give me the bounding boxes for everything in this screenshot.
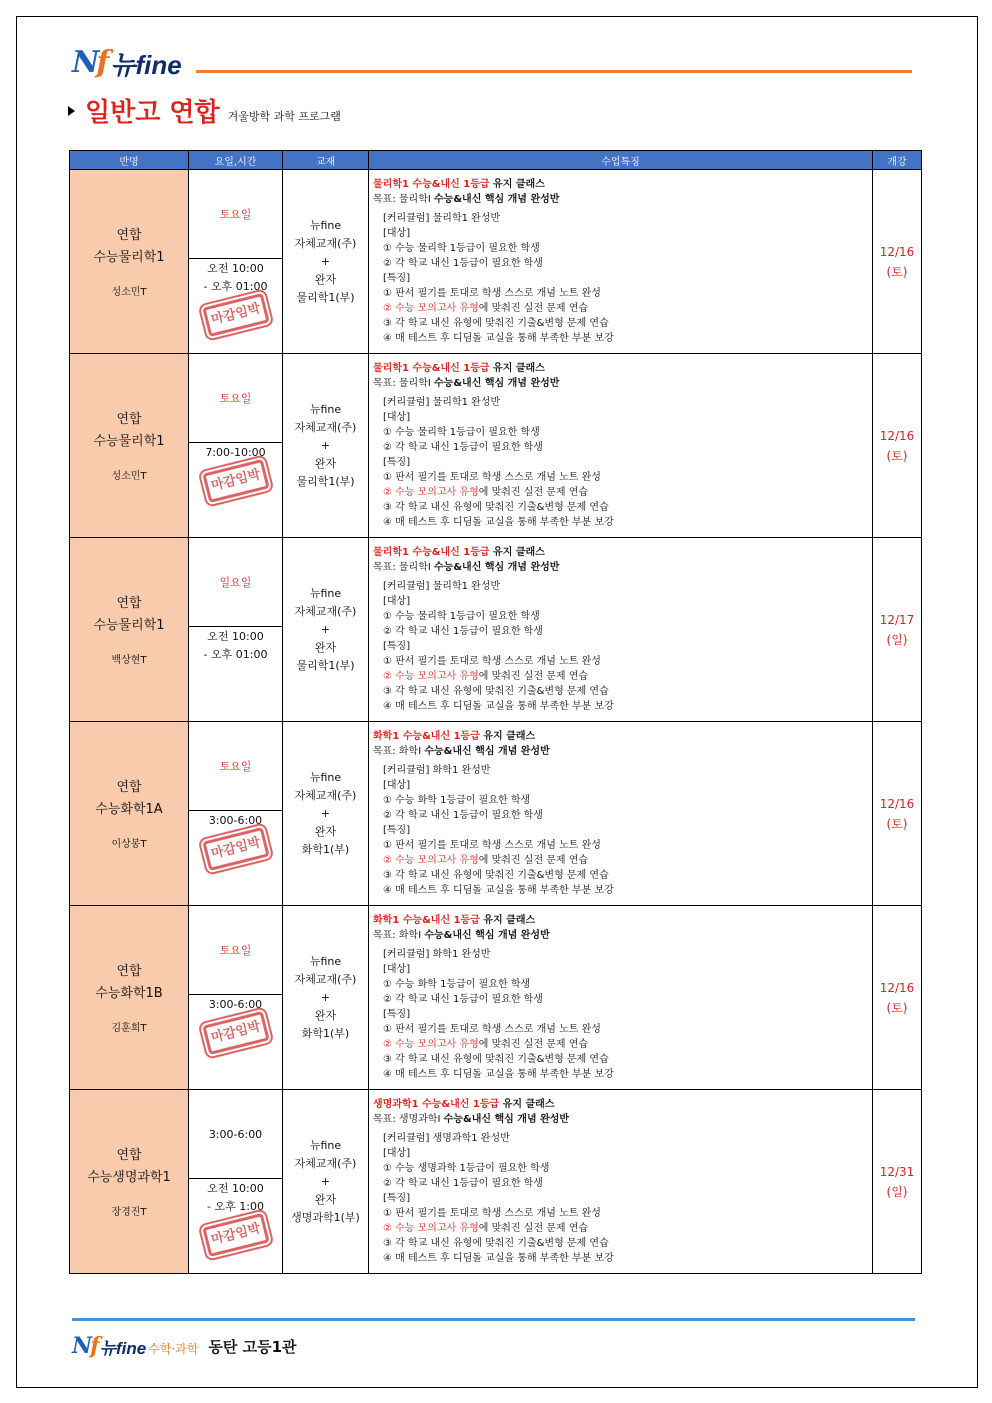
logo-name: 뉴fine [110, 50, 182, 80]
feature-label: [특징] [383, 273, 411, 284]
target-label: [대상] [383, 964, 411, 975]
target-item: ① 수능 물리학 1등급이 필요한 학생 [383, 243, 540, 254]
book-line2: 자체교재(주) [294, 420, 357, 434]
feature-item: ① 판서 필기를 토대로 학생 스스로 개념 노트 완성 [383, 1024, 601, 1035]
feature-item: ② 수능 모의고사 유형에 맞춰진 실전 문제 연습 [383, 303, 589, 314]
class-cell [70, 538, 189, 722]
feature-cell [369, 722, 873, 906]
feature-item: ① 판서 필기를 토대로 학생 스스로 개념 노트 완성 [383, 288, 601, 299]
open-day: (토) [886, 264, 908, 279]
target-item: ② 각 학교 내신 1등급이 필요한 학생 [383, 258, 543, 269]
book-plus: + [320, 990, 331, 1004]
triangle-bullet-icon [68, 106, 75, 116]
feature-item: ④ 매 테스트 후 디딤돌 교실을 통해 부족한 부분 보강 [383, 517, 614, 528]
feature-item: ② 수능 모의고사 유형에 맞춰진 실전 문제 연습 [383, 855, 589, 866]
open-cell [873, 538, 922, 722]
feature-cell [369, 354, 873, 538]
feature-label: [특징] [383, 457, 411, 468]
time-end: - 오후 1:00 [207, 1200, 264, 1213]
curriculum: [커리큘럼] 물리학1 완성반 [383, 213, 501, 224]
feature-item: ① 판서 필기를 토대로 학생 스스로 개념 노트 완성 [383, 472, 601, 483]
footer-divider [72, 1318, 915, 1321]
logo-mark: Nf [72, 45, 107, 80]
closing-soon-stamp: 마감임박 [202, 293, 269, 337]
book-line1: 뉴fine [309, 1138, 342, 1152]
class-goal: 목표: 물리학Ⅰ 수능&내신 핵심 개념 완성반 [373, 378, 560, 389]
book-line2: 자체교재(주) [294, 604, 357, 618]
closing-soon-stamp: 마감임박 [202, 459, 269, 503]
footer-name: 뉴fine [99, 1339, 147, 1358]
page-title [68, 100, 341, 126]
class-cell [70, 354, 189, 538]
target-item: ② 각 학교 내신 1등급이 필요한 학생 [383, 442, 543, 453]
feature-item: ④ 매 테스트 후 디딤돌 교실을 통해 부족한 부분 보강 [383, 885, 614, 896]
book-line1: 뉴fine [309, 402, 342, 416]
class-name: 수능생명과학1 [87, 1170, 171, 1185]
book-line2: 자체교재(주) [294, 236, 357, 250]
time-start: 7:00-10:00 [205, 446, 266, 459]
book-line4: 완자 [314, 1008, 337, 1022]
target-item: ① 수능 화학 1등급이 필요한 학생 [383, 979, 531, 990]
class-line1: 연합 [116, 964, 142, 979]
feature-item: ③ 각 학교 내신 유형에 맞춰진 기출&변형 문제 연습 [383, 1054, 609, 1065]
book-cell [283, 906, 369, 1090]
feature-label: [특징] [383, 825, 411, 836]
target-item: ② 각 학교 내신 1등급이 필요한 학생 [383, 994, 543, 1005]
class-headline: 화학1 수능&내신 1등급 유지 클래스 [373, 915, 536, 926]
class-headline: 물리학1 수능&내신 1등급 유지 클래스 [373, 547, 545, 558]
time-end: - 오후 01:00 [203, 648, 268, 661]
feature-item: ① 판서 필기를 토대로 학생 스스로 개념 노트 완성 [383, 840, 601, 851]
book-line5: 화학1(부) [301, 1026, 350, 1040]
book-line4: 완자 [314, 824, 337, 838]
feature-item: ③ 각 학교 내신 유형에 맞춰진 기출&변형 문제 연습 [383, 686, 609, 697]
curriculum: [커리큘럼] 물리학1 완성반 [383, 581, 501, 592]
feature-item: ① 판서 필기를 토대로 학생 스스로 개념 노트 완성 [383, 1208, 601, 1219]
open-day: (일) [886, 1184, 908, 1199]
book-plus: + [320, 438, 331, 452]
class-line1: 연합 [116, 228, 142, 243]
day-label: 토요일 [189, 906, 282, 995]
book-plus: + [320, 1174, 331, 1188]
title-main: 일반고 연합 [85, 98, 220, 128]
class-headline: 물리학1 수능&내신 1등급 유지 클래스 [373, 363, 545, 374]
open-cell [873, 354, 922, 538]
footer-branch: 동탄 고등1관 [208, 1338, 297, 1356]
target-item: ① 수능 화학 1등급이 필요한 학생 [383, 795, 531, 806]
feature-item: ④ 매 테스트 후 디딤돌 교실을 통해 부족한 부분 보강 [383, 1069, 614, 1080]
target-label: [대상] [383, 1148, 411, 1159]
teacher-name: 성소민T [111, 471, 147, 482]
book-line1: 뉴fine [309, 218, 342, 232]
target-item: ② 각 학교 내신 1등급이 필요한 학생 [383, 1178, 543, 1189]
time-start: 오전 10:00 [207, 1182, 264, 1195]
feature-item: ③ 각 학교 내신 유형에 맞춰진 기출&변형 문제 연습 [383, 1238, 609, 1249]
book-line4: 완자 [314, 640, 337, 654]
class-cell [70, 1090, 189, 1274]
book-line5: 물리학1(부) [296, 290, 355, 304]
feature-label: [특징] [383, 1009, 411, 1020]
open-date: 12/31 [879, 1164, 915, 1179]
feature-cell [369, 170, 873, 354]
class-name: 수능물리학1 [93, 434, 165, 449]
class-headline: 화학1 수능&내신 1등급 유지 클래스 [373, 731, 536, 742]
brand-logo [72, 45, 182, 80]
curriculum: [커리큘럼] 화학1 완성반 [383, 765, 491, 776]
book-cell [283, 538, 369, 722]
target-label: [대상] [383, 596, 411, 607]
time-start: 3:00-6:00 [208, 998, 263, 1011]
time-end: - 오후 01:00 [203, 280, 268, 293]
feature-label: [특징] [383, 641, 411, 652]
class-line1: 연합 [116, 780, 142, 795]
target-label: [대상] [383, 412, 411, 423]
table-row [70, 906, 922, 1090]
book-line4: 완자 [314, 456, 337, 470]
target-item: ② 각 학교 내신 1등급이 필요한 학생 [383, 626, 543, 637]
book-line1: 뉴fine [309, 954, 342, 968]
feature-item: ④ 매 테스트 후 디딤돌 교실을 통해 부족한 부분 보강 [383, 701, 614, 712]
table-row [70, 1090, 922, 1274]
book-plus: + [320, 806, 331, 820]
class-name: 수능화학1A [95, 802, 163, 817]
book-plus: + [320, 254, 331, 268]
title-sub: 겨울방학 과학 프로그램 [227, 110, 341, 123]
target-label: [대상] [383, 780, 411, 791]
class-line1: 연합 [116, 412, 142, 427]
class-name: 수능물리학1 [93, 250, 165, 265]
curriculum: [커리큘럼] 물리학1 완성반 [383, 397, 501, 408]
open-date: 12/16 [879, 244, 915, 259]
book-cell [283, 722, 369, 906]
book-line4: 완자 [314, 272, 337, 286]
open-date: 12/16 [879, 796, 915, 811]
feature-item: ① 판서 필기를 토대로 학생 스스로 개념 노트 완성 [383, 656, 601, 667]
open-day: (토) [886, 448, 908, 463]
closing-soon-stamp: 마감임박 [202, 827, 269, 871]
time-start: 3:00-6:00 [208, 814, 263, 827]
curriculum: [커리큘럼] 화학1 완성반 [383, 949, 491, 960]
teacher-name: 백상현T [111, 655, 147, 666]
book-line2: 자체교재(주) [294, 972, 357, 986]
table-row [70, 170, 922, 354]
book-cell [283, 354, 369, 538]
open-date: 12/16 [879, 980, 915, 995]
book-line1: 뉴fine [309, 586, 342, 600]
book-line5: 물리학1(부) [296, 474, 355, 488]
col-open: 개강 [873, 151, 922, 170]
book-line5: 생명과학1(부) [291, 1210, 360, 1224]
feature-cell [369, 906, 873, 1090]
class-cell [70, 906, 189, 1090]
feature-item: ④ 매 테스트 후 디딤돌 교실을 통해 부족한 부분 보강 [383, 1253, 614, 1264]
book-line1: 뉴fine [309, 770, 342, 784]
class-line1: 연합 [116, 596, 142, 611]
open-day: (토) [886, 1000, 908, 1015]
time-start: 오전 10:00 [207, 262, 264, 275]
day-label: 토요일 [189, 722, 282, 811]
col-book: 교재 [283, 151, 369, 170]
time-cell [189, 354, 283, 538]
time-cell [189, 906, 283, 1090]
book-line5: 화학1(부) [301, 842, 350, 856]
target-item: ② 각 학교 내신 1등급이 필요한 학생 [383, 810, 543, 821]
footer-sub: 수학·과학 [148, 1342, 199, 1356]
day-label: 토요일 [189, 170, 282, 259]
feature-item: ④ 매 테스트 후 디딤돌 교실을 통해 부족한 부분 보강 [383, 333, 614, 344]
teacher-name: 이상봉T [111, 839, 147, 850]
class-cell [70, 170, 189, 354]
open-cell [873, 722, 922, 906]
time-cell [189, 170, 283, 354]
time-cell [189, 538, 283, 722]
col-feature: 수업특징 [369, 151, 873, 170]
table-header-row [70, 151, 922, 170]
open-day: (토) [886, 816, 908, 831]
target-item: ① 수능 생명과학 1등급이 필요한 학생 [383, 1163, 550, 1174]
schedule-table [69, 150, 922, 1274]
book-line2: 자체교재(주) [294, 788, 357, 802]
feature-item: ② 수능 모의고사 유형에 맞춰진 실전 문제 연습 [383, 671, 589, 682]
teacher-name: 성소민T [111, 287, 147, 298]
feature-item: ③ 각 학교 내신 유형에 맞춰진 기출&변형 문제 연습 [383, 502, 609, 513]
book-plus: + [320, 622, 331, 636]
day-label: 일요일 [189, 538, 282, 627]
closing-soon-stamp: 마감임박 [202, 1011, 269, 1055]
day-label: 3:00-6:00 [189, 1090, 282, 1179]
feature-item: ② 수능 모의고사 유형에 맞춰진 실전 문제 연습 [383, 1223, 589, 1234]
book-line4: 완자 [314, 1192, 337, 1206]
open-cell [873, 1090, 922, 1274]
table-row [70, 354, 922, 538]
table-row [70, 538, 922, 722]
footer-logo-mark: Nf [72, 1333, 98, 1359]
book-cell [283, 1090, 369, 1274]
feature-item: ③ 각 학교 내신 유형에 맞춰진 기출&변형 문제 연습 [383, 318, 609, 329]
table-row [70, 722, 922, 906]
feature-item: ③ 각 학교 내신 유형에 맞춰진 기출&변형 문제 연습 [383, 870, 609, 881]
open-cell [873, 906, 922, 1090]
class-name: 수능화학1B [95, 986, 163, 1001]
time-cell [189, 722, 283, 906]
class-goal: 목표: 물리학Ⅰ 수능&내신 핵심 개념 완성반 [373, 562, 560, 573]
class-cell [70, 722, 189, 906]
teacher-name: 장경진T [111, 1207, 147, 1218]
open-date: 12/16 [879, 428, 915, 443]
class-line1: 연합 [116, 1148, 142, 1163]
open-date: 12/17 [879, 612, 915, 627]
col-time: 요일,시간 [189, 151, 283, 170]
open-day: (일) [886, 632, 908, 647]
class-goal: 목표: 생명과학Ⅰ 수능&내신 핵심 개념 완성반 [373, 1114, 570, 1125]
target-item: ① 수능 물리학 1등급이 필요한 학생 [383, 427, 540, 438]
footer-logo [72, 1335, 297, 1357]
book-line5: 물리학1(부) [296, 658, 355, 672]
open-cell [873, 170, 922, 354]
class-goal: 목표: 화학Ⅰ 수능&내신 핵심 개념 완성반 [373, 746, 550, 757]
feature-item: ② 수능 모의고사 유형에 맞춰진 실전 문제 연습 [383, 487, 589, 498]
col-class: 반명 [70, 151, 189, 170]
feature-item: ② 수능 모의고사 유형에 맞춰진 실전 문제 연습 [383, 1039, 589, 1050]
header-divider [196, 70, 912, 73]
feature-cell [369, 1090, 873, 1274]
class-name: 수능물리학1 [93, 618, 165, 633]
feature-label: [특징] [383, 1193, 411, 1204]
target-label: [대상] [383, 228, 411, 239]
class-goal: 목표: 화학Ⅰ 수능&내신 핵심 개념 완성반 [373, 930, 550, 941]
class-headline: 물리학1 수능&내신 1등급 유지 클래스 [373, 179, 545, 190]
teacher-name: 김훈희T [111, 1023, 147, 1034]
time-start: 오전 10:00 [207, 630, 264, 643]
target-item: ① 수능 물리학 1등급이 필요한 학생 [383, 611, 540, 622]
book-cell [283, 170, 369, 354]
book-line2: 자체교재(주) [294, 1156, 357, 1170]
curriculum: [커리큘럼] 생명과학1 완성반 [383, 1133, 510, 1144]
feature-cell [369, 538, 873, 722]
day-label: 토요일 [189, 354, 282, 443]
class-headline: 생명과학1 수능&내신 1등급 유지 클래스 [373, 1099, 555, 1110]
closing-soon-stamp: 마감임박 [202, 1213, 269, 1257]
time-cell [189, 1090, 283, 1274]
class-goal: 목표: 물리학Ⅰ 수능&내신 핵심 개념 완성반 [373, 194, 560, 205]
